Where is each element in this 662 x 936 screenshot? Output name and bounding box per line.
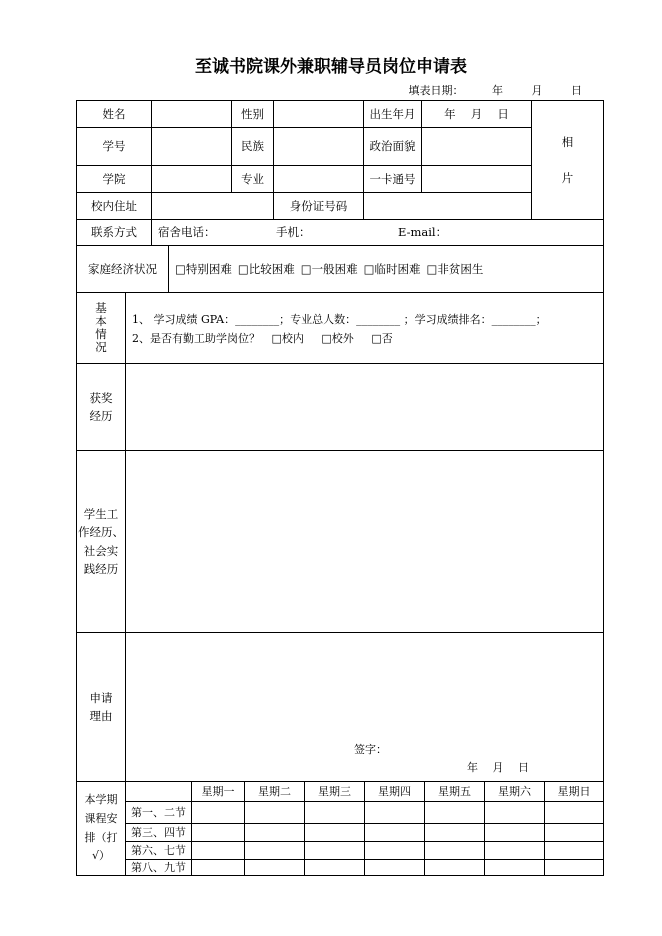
economy-opt-none[interactable]: □非贫困生	[426, 261, 484, 276]
schedule-cell[interactable]	[192, 860, 245, 875]
schedule-period-label: 第三、四节	[126, 824, 192, 842]
basic-line-gpa: 1、 学习成绩 GPA：________；专业总人数：________ ；学习成绩排名：________；	[132, 313, 547, 326]
schedule-cell[interactable]	[425, 824, 485, 842]
schedule-cell[interactable]	[365, 802, 425, 824]
fill-date	[0, 82, 582, 98]
email-label: E-mail：	[398, 225, 448, 240]
dorm-phone-label: 宿舍电话：	[158, 225, 216, 240]
basic-label-char: 情	[95, 327, 107, 341]
reason-field[interactable]	[126, 633, 603, 782]
reason-label	[77, 633, 126, 782]
schedule-cell[interactable]	[365, 860, 425, 875]
schedule-label	[77, 782, 126, 875]
signature-label: 签字：	[354, 743, 387, 756]
major-field[interactable]	[274, 166, 364, 193]
address-label: 校内住址	[77, 193, 152, 220]
photo-label-1: 相	[561, 134, 574, 149]
basic-line-work	[132, 330, 393, 348]
basic-label-char: 况	[95, 340, 107, 355]
work-opt-offcampus[interactable]: □校外	[321, 332, 354, 345]
schedule-cell[interactable]	[305, 824, 365, 842]
economy-opt-general[interactable]: □一般困难	[300, 261, 358, 276]
fill-date-month: 月	[531, 84, 543, 97]
economy-opt-special[interactable]: □特别困难	[175, 261, 232, 276]
schedule-day-header: 星期五	[425, 782, 485, 802]
fill-date-year: 年	[492, 84, 503, 97]
form-title: 至诚书院课外兼职辅导员岗位申请表	[195, 57, 467, 77]
work-label-4: 践经历	[83, 561, 119, 576]
fill-date-day: 日	[571, 84, 582, 97]
awards-label-2: 经历	[89, 409, 113, 423]
work-field[interactable]	[126, 451, 603, 633]
work-opt-no[interactable]: □否	[371, 332, 393, 345]
schedule-label-line: 课程安	[84, 811, 118, 825]
awards-field[interactable]	[126, 364, 603, 451]
schedule-cell[interactable]	[305, 860, 365, 875]
schedule-cell[interactable]	[192, 842, 245, 860]
work-label-1: 学生工	[83, 506, 119, 521]
fill-date-label: 填表日期：	[408, 84, 464, 97]
college-field[interactable]	[152, 166, 232, 193]
schedule-period-label: 第六、七节	[126, 842, 192, 860]
schedule-cell[interactable]	[365, 824, 425, 842]
schedule-cell[interactable]	[485, 860, 545, 875]
schedule-cell[interactable]	[485, 824, 545, 842]
awards-label-1: 获奖	[89, 390, 113, 405]
politics-field[interactable]	[422, 128, 532, 166]
economy-opt-relative[interactable]: □比较困难	[237, 261, 295, 276]
schedule-period-label: 第一、二节	[126, 802, 192, 824]
name-field[interactable]	[152, 101, 232, 128]
schedule-day-header: 星期六	[485, 782, 545, 802]
reason-date: 年 月 日	[467, 761, 529, 774]
schedule-cell[interactable]	[545, 842, 603, 860]
schedule-day-header: 星期三	[305, 782, 365, 802]
student-id-field[interactable]	[152, 128, 232, 166]
work-opt-oncampus[interactable]: □校内	[271, 332, 304, 345]
basic-label-char: 基	[95, 300, 107, 315]
schedule-cell[interactable]	[545, 824, 603, 842]
schedule-cell[interactable]	[305, 842, 365, 860]
id-card-field[interactable]	[364, 193, 532, 220]
economy-opt-temporary[interactable]: □临时困难	[363, 261, 421, 276]
economy-label: 家庭经济状况	[77, 246, 169, 293]
id-card-label: 身份证号码	[274, 193, 364, 220]
photo-box[interactable]	[532, 101, 603, 220]
contact-label: 联系方式	[77, 220, 152, 246]
schedule-label-line: √）	[91, 849, 110, 863]
basic-label	[77, 293, 126, 364]
work-question: 2、是否有勤工助学岗位？	[132, 332, 260, 345]
schedule-corner	[126, 782, 192, 802]
schedule-period-label: 第八、九节	[126, 860, 192, 875]
schedule-cell[interactable]	[192, 802, 245, 824]
application-form	[76, 100, 604, 876]
schedule-label-line: 本学期	[84, 793, 118, 807]
birth-field[interactable]: 年 月 日	[422, 101, 532, 128]
birth-label: 出生年月	[364, 101, 422, 128]
schedule-cell[interactable]	[545, 802, 603, 824]
schedule-cell[interactable]	[485, 802, 545, 824]
schedule-cell[interactable]	[245, 802, 305, 824]
schedule-cell[interactable]	[245, 824, 305, 842]
major-label: 专业	[232, 166, 274, 193]
politics-label: 政治面貌	[364, 128, 422, 166]
ethnicity-label: 民族	[232, 128, 274, 166]
reason-label-1: 申请	[89, 690, 113, 705]
schedule-cell[interactable]	[365, 842, 425, 860]
schedule-cell[interactable]	[485, 842, 545, 860]
college-label: 学院	[77, 166, 152, 193]
card-label: 一卡通号	[364, 166, 422, 193]
schedule-cell[interactable]	[245, 860, 305, 875]
gender-label: 性别	[232, 101, 274, 128]
schedule-cell[interactable]	[245, 842, 305, 860]
economy-options	[169, 246, 603, 293]
schedule-label-line: 排（打	[84, 830, 118, 844]
schedule-cell[interactable]	[545, 860, 603, 875]
work-label	[77, 451, 126, 633]
awards-label	[77, 364, 126, 451]
schedule-cell[interactable]	[305, 802, 365, 824]
schedule-cell[interactable]	[425, 802, 485, 824]
name-label: 姓名	[77, 101, 152, 128]
schedule-cell[interactable]	[425, 842, 485, 860]
schedule-cell[interactable]	[192, 824, 245, 842]
basic-content[interactable]	[126, 293, 603, 364]
student-id-label: 学号	[77, 128, 152, 166]
work-label-3: 社会实	[83, 543, 119, 558]
schedule-day-header: 星期一	[192, 782, 245, 802]
contact-field[interactable]	[152, 220, 603, 246]
schedule-day-header: 星期二	[245, 782, 305, 802]
address-field[interactable]	[152, 193, 274, 220]
card-field[interactable]	[422, 166, 532, 193]
schedule-day-header: 星期日	[545, 782, 603, 802]
schedule-cell[interactable]	[425, 860, 485, 875]
schedule-day-header: 星期四	[365, 782, 425, 802]
basic-label-char: 本	[95, 313, 107, 328]
ethnicity-field[interactable]	[274, 128, 364, 166]
reason-label-2: 理由	[89, 709, 113, 723]
work-label-2: 作经历、	[78, 525, 124, 540]
mobile-label: 手机：	[276, 225, 311, 240]
gender-field[interactable]	[274, 101, 364, 128]
photo-label-2: 片	[561, 171, 574, 185]
